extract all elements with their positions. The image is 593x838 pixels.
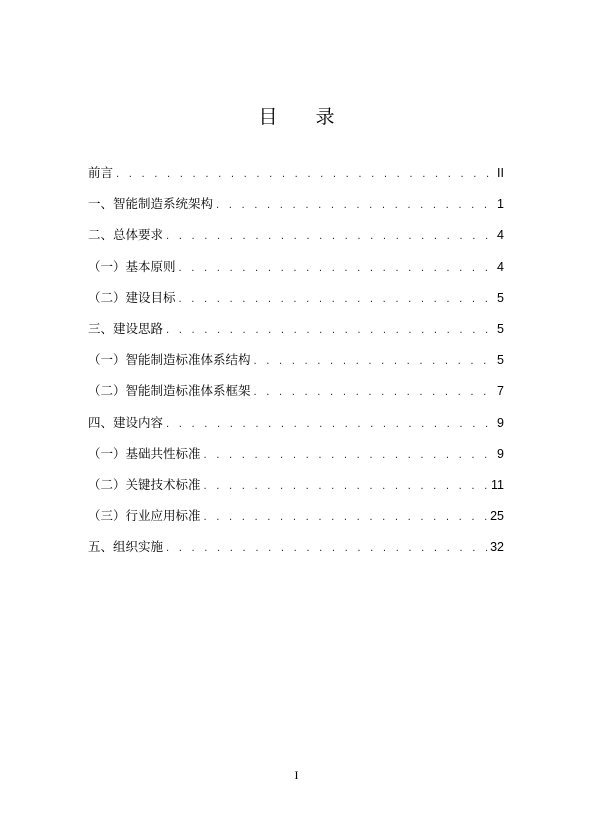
dot-leader [254,349,495,374]
toc-entry-page: II [497,166,504,180]
toc-entry-construction-goals[interactable] [88,285,504,316]
toc-entry-standard-system-structure[interactable] [88,347,504,378]
toc-entry-label: 四、建设内容 [88,414,164,430]
toc-entry-label: （二）关键技术标准 [88,476,201,492]
toc-entry-label: 五、组织实施 [88,539,164,555]
dot-leader [166,412,494,437]
toc-entry-general-requirements[interactable] [88,222,504,253]
dot-leader [204,505,488,530]
toc-entry-system-architecture[interactable] [88,191,504,222]
dot-leader [166,536,487,561]
toc-entry-page: 11 [491,477,504,492]
toc-entry-label: （一）基础共性标准 [88,445,201,461]
dot-leader [254,380,495,405]
toc-entry-key-technology-standards[interactable] [88,472,504,503]
dot-leader [204,443,495,468]
toc-entry-label: （三）行业应用标准 [88,508,201,524]
toc-entry-label: 前言 [88,165,114,180]
dot-leader [179,287,495,312]
toc-entry-page: 7 [497,384,504,399]
toc-entry-construction-approach[interactable] [88,316,504,347]
toc-entry-page: 4 [497,259,504,274]
toc-entry-page: 5 [497,321,504,336]
toc-entry-page: 32 [490,540,504,555]
dot-leader [204,474,489,499]
toc-entry-organization-implementation[interactable] [88,534,504,565]
toc-entry-label: （一）基本原则 [88,258,176,274]
dot-leader [179,256,495,281]
toc-entry-page: 4 [497,228,504,243]
toc-entry-label: 三、建设思路 [88,320,164,336]
toc-entry-page: 25 [490,509,504,524]
page-title: 目 录 [258,106,351,128]
toc-entry-label: 一、智能制造系统架构 [88,196,214,212]
dot-leader [166,318,494,343]
toc-entry-construction-content[interactable] [88,410,504,441]
toc-entry-page: 5 [497,353,504,368]
toc-entry-page: 9 [497,415,504,430]
toc-entry-label: （一）智能制造标准体系结构 [88,352,251,368]
toc-entry-page: 1 [497,197,504,212]
toc-entry-page: 9 [497,446,504,461]
toc-entry-label: （二）智能制造标准体系框架 [88,383,251,399]
toc-entry-page: 5 [497,290,504,305]
dot-leader [116,162,494,187]
toc-entry-basic-common-standards[interactable] [88,441,504,472]
dot-leader [166,224,494,249]
toc-entry-label: 二、总体要求 [88,227,164,243]
toc-entry-label: （二）建设目标 [88,289,176,305]
table-of-contents [88,160,504,565]
toc-entry-standard-system-framework[interactable] [88,378,504,409]
toc-entry-preface[interactable] [88,160,504,191]
page-number: I [294,768,299,782]
toc-entry-basic-principles[interactable] [88,254,504,285]
toc-entry-industry-application-standards[interactable] [88,503,504,534]
dot-leader [216,193,494,218]
